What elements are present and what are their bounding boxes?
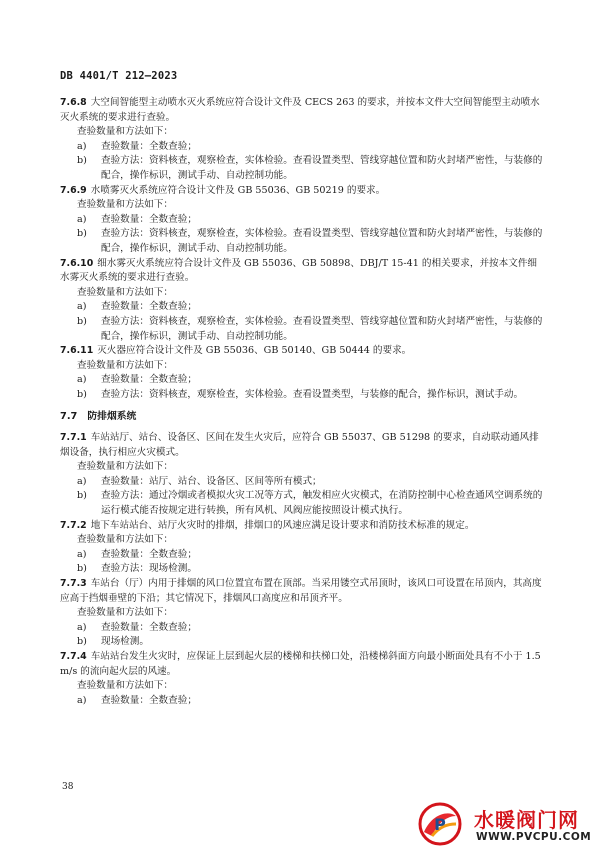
list-item (60, 373, 545, 388)
list-item-text: 查验方法：资料核查，观察检查，实体检验。查看设置类型，与装修的配合，操作标识，测试手动。 (101, 388, 524, 400)
section-title: 防排烟系统 (87, 411, 137, 423)
clause-number: 7.6.9 (60, 184, 87, 196)
clause-text: 灭火器应符合设计文件及 GB 55036、GB 50140、GB 50444 的要求。 (97, 345, 412, 357)
list-item (60, 213, 545, 228)
list-item (60, 475, 545, 490)
list-item-label: b) (77, 490, 87, 502)
list-item-text: 查验方法：资料核查，观察检查，实体检验。查看设置类型、管线穿越位置和防火封堵严密性，与装修的配合，操作标识，测试手动、自动控制功能。 (101, 315, 543, 342)
clause-number: 7.7.3 (60, 578, 87, 589)
list-item-label: b) (77, 563, 87, 575)
list-item (60, 154, 545, 183)
clause-number: 7.6.10 (60, 257, 94, 269)
list-item (60, 388, 545, 403)
clause-number: 7.6.8 (60, 97, 87, 108)
list-item (60, 140, 545, 155)
method-intro: 查验数量和方法如下： (77, 359, 173, 371)
clause-text: 大空间智能型主动喷水灭火系统应符合设计文件及 CECS 263 的要求，并按本文件大空间智能型主动喷水灭火系统的要求进行查验。 (60, 97, 540, 123)
list-item-text: 查验方法：资料核查，观察检查，实体检验。查看设置类型、管线穿越位置和防火封堵严密性，与装修的配合，操作标识，测试手动、自动控制功能。 (101, 155, 543, 181)
clause-7-7-2 (60, 519, 545, 534)
section-number: 7.7 (60, 411, 78, 423)
list-item-text: 查验数量：全数查验； (101, 374, 197, 386)
clause-7-6-8 (60, 96, 545, 125)
list-item-text: 查验数量：全数查验； (101, 694, 197, 706)
method-intro: 查验数量和方法如下： (77, 680, 173, 692)
list-item-text: 查验方法：现场检测。 (101, 563, 197, 575)
method-intro: 查验数量和方法如下： (77, 461, 173, 473)
list-item (60, 489, 545, 518)
list-item-label: b) (77, 315, 87, 327)
list-item (60, 635, 545, 650)
list-item-text: 查验数量：全数查验； (101, 301, 197, 313)
list-item (60, 694, 545, 709)
method-intro: 查验数量和方法如下： (77, 534, 173, 546)
list-item-text: 查验数量：全数查验； (101, 213, 197, 225)
list-item-label: b) (77, 228, 87, 240)
list-item-label: a) (77, 140, 87, 152)
method-intro: 查验数量和方法如下： (77, 286, 173, 298)
clause-text: 车站站厅、站台、设备区、区间在发生火灾后，应符合 GB 55037、GB 51298 的要求，自动联动通风排烟设备，执行相应火灾模式。 (60, 432, 539, 458)
list-item-label: a) (77, 694, 87, 706)
list-item (60, 621, 545, 636)
list-item-label: b) (77, 155, 87, 167)
list-item-text: 查验方法：资料核查，观察检查，实体检验。查看设置类型、管线穿越位置和防火封堵严密性，与装修的配合，操作标识，测试手动、自动控制功能。 (101, 228, 543, 254)
list-item-text: 查验数量：站厅、站台、设备区、区间等所有模式； (101, 475, 322, 487)
clause-7-6-9 (60, 184, 545, 199)
section-heading (60, 410, 545, 425)
document-code: DB 4401/T 212—2023 (60, 70, 178, 82)
clause-number: 7.7.1 (60, 432, 87, 444)
list-item (60, 548, 545, 563)
list-item-text: 现场检测。 (101, 636, 149, 648)
list-item (60, 315, 545, 344)
clause-7-6-10 (60, 257, 545, 286)
list-item-text: 查验数量：全数查验； (101, 140, 197, 152)
svg-text:P: P (434, 815, 446, 834)
list-item-text: 查验数量：全数查验； (101, 621, 197, 633)
list-item-label: b) (77, 636, 87, 648)
clause-7-6-11 (60, 344, 545, 359)
method-intro: 查验数量和方法如下： (77, 126, 173, 138)
watermark-site-url: WWW.PVCPU.COM (476, 831, 592, 843)
clause-number: 7.7.2 (60, 519, 87, 531)
clause-text: 地下车站站台、站厅火灾时的排烟，排烟口的风速应满足设计要求和消防技术标准的规定。 (90, 519, 475, 531)
list-item-label: b) (77, 388, 87, 400)
watermark-site-name: 水暖阀门网 (474, 808, 579, 832)
list-item-label: a) (77, 621, 87, 633)
list-item-label: a) (77, 374, 87, 386)
clause-number: 7.7.4 (60, 650, 87, 662)
list-item-text: 查验方法：通过冷烟或者模拟火灾工况等方式，触发相应火灾模式，在消防控制中心检查通风空调系统的运行模式能否按规定进行转换，所有风机、风阀应能按照设计模式执行。 (101, 490, 543, 517)
list-item (60, 227, 545, 256)
clause-number: 7.6.11 (60, 345, 94, 357)
document-body (60, 96, 545, 708)
clause-text: 细水雾灭火系统应符合设计文件及 GB 55036、GB 50898、DBJ/T 15-41 的相关要求，并按本文件细水雾灭火系统的要求进行查验。 (60, 257, 538, 284)
clause-7-7-3 (60, 577, 545, 606)
list-item-label: a) (77, 301, 87, 313)
clause-text: 车站台（厅）内用于排烟的风口位置宜布置在顶部。当采用镂空式吊顶时，该风口可设置在吊顶内，其高度应高于挡烟垂壁的下沿；其它情况下，排烟风口高度应和吊顶齐平。 (60, 578, 542, 604)
clause-7-7-4 (60, 650, 545, 679)
list-item (60, 300, 545, 315)
list-item-label: a) (77, 213, 87, 225)
clause-text: 水喷雾灭火系统应符合设计文件及 GB 55036、GB 50219 的要求。 (90, 184, 386, 196)
watermark (418, 802, 598, 846)
clause-7-7-1 (60, 431, 545, 460)
list-item-label: a) (77, 475, 87, 487)
clause-text: 车站站台发生火灾时，应保证上层到起火层的楼梯和扶梯口处，沿楼梯斜面方向最小断面处具有不小于 1.5 m/s 的流向起火层的风速。 (60, 650, 541, 677)
page-number: 38 (62, 782, 74, 792)
method-intro: 查验数量和方法如下： (77, 199, 173, 211)
list-item-label: a) (77, 548, 87, 560)
list-item-text: 查验数量：全数查验； (101, 548, 197, 560)
list-item (60, 562, 545, 577)
watermark-logo-icon (418, 802, 462, 846)
method-intro: 查验数量和方法如下： (77, 607, 173, 619)
